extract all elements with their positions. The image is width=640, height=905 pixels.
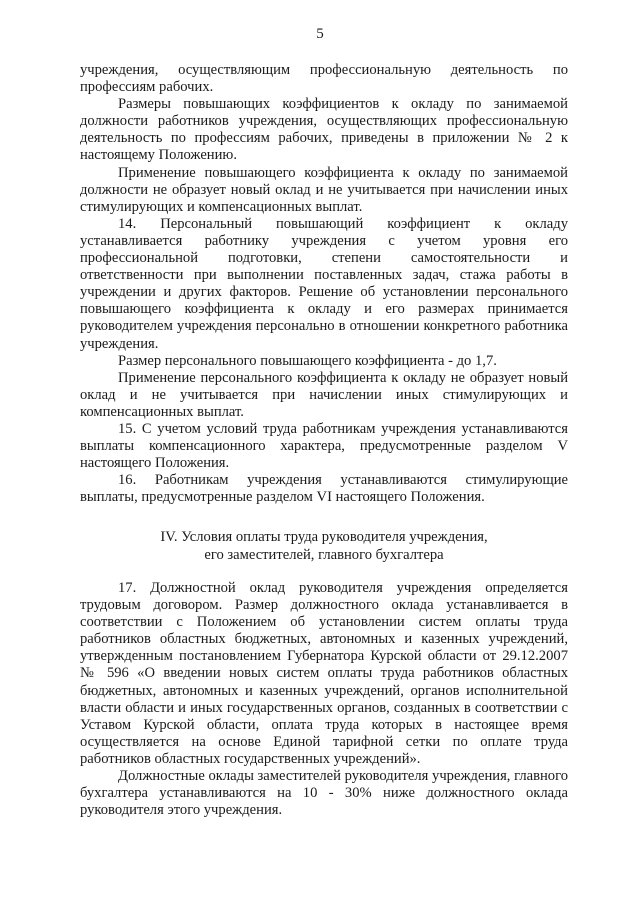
- text-block-upper: [80, 62, 568, 506]
- paragraph-item-14: 14. Персональный повышающий коэффициент к окладу устанавливается работнику учреждения с учетом уровня его профессиональной подготовки, степени самостоятельности и ответственности при выполнении поставленных задач, стажа работы в учреждении и других факторов. Решение об установлении персонального повышающего коэффициента к окладу и его размерах принимается руководителем учреждения персонально в отношении конкретного работника учреждения.: [80, 215, 568, 352]
- section-heading-line-1: IV. Условия оплаты труда руководителя учреждения,: [160, 529, 488, 545]
- paragraph-coefficient-sizes: Размеры повышающих коэффициентов к окладу по занимаемой должности работников учреждения, осуществляющих профессиональную деятельность по профессиям рабочих, приведены в приложении № 2 к настоящему Положению.: [80, 96, 568, 164]
- paragraph-item-17: 17. Должностной оклад руководителя учреждения определяется трудовым договором. Размер должностного оклада устанавливается в соответствии с Положением об установлении систем оплаты труда работников областных бюджетных, автономных и казенных учреждений, утвержденным постановлением Губернатора Курской области от 29.12.2007 № 596 «О введении новых систем оплаты труда работников областных бюджетных, автономных и казенных учреждений, органов исполнительной власти области и иных государственных органов, созданных в соответствии с Уставом Курской области, оплата труда которых в настоящее время осуществляется на основе Единой тарифной сетки по оплате труда работников областных государственных учреждений».: [80, 580, 568, 767]
- paragraph-continuation: учреждения, осуществляющим профессиональную деятельность по профессиям рабочих.: [80, 62, 568, 96]
- page-number: 5: [316, 26, 324, 42]
- paragraph-coefficient-application: Применение повышающего коэффициента к окладу по занимаемой должности не образует новый оклад и не учитывается при начислении иных стимулирующих и компенсационных выплат.: [80, 164, 568, 215]
- paragraph-item-16: 16. Работникам учреждения устанавливаются стимулирующие выплаты, предусмотренные разделом VI настоящего Положения.: [80, 472, 568, 506]
- paragraph-item-15: 15. С учетом условий труда работникам учреждения устанавливаются выплаты компенсационного характера, предусмотренные разделом V настоящего Положения.: [80, 420, 568, 472]
- paragraph-deputy-salaries: Должностные оклады заместителей руководителя учреждения, главного бухгалтера устанавливаются на 10 - 30% ниже должностного оклада руководителя этого учреждения.: [80, 768, 568, 819]
- text-block-lower: [80, 580, 568, 819]
- section-heading: [80, 528, 568, 564]
- paragraph-personal-coefficient-size: Размер персонального повышающего коэффициента - до 1,7.: [118, 352, 497, 369]
- paragraph-personal-coefficient-application: Применение персонального коэффициента к окладу не образует новый оклад и не учитывается при начислении иных стимулирующих и компенсационных выплат.: [80, 369, 568, 420]
- section-heading-line-2: его заместителей, главного бухгалтера: [204, 547, 444, 563]
